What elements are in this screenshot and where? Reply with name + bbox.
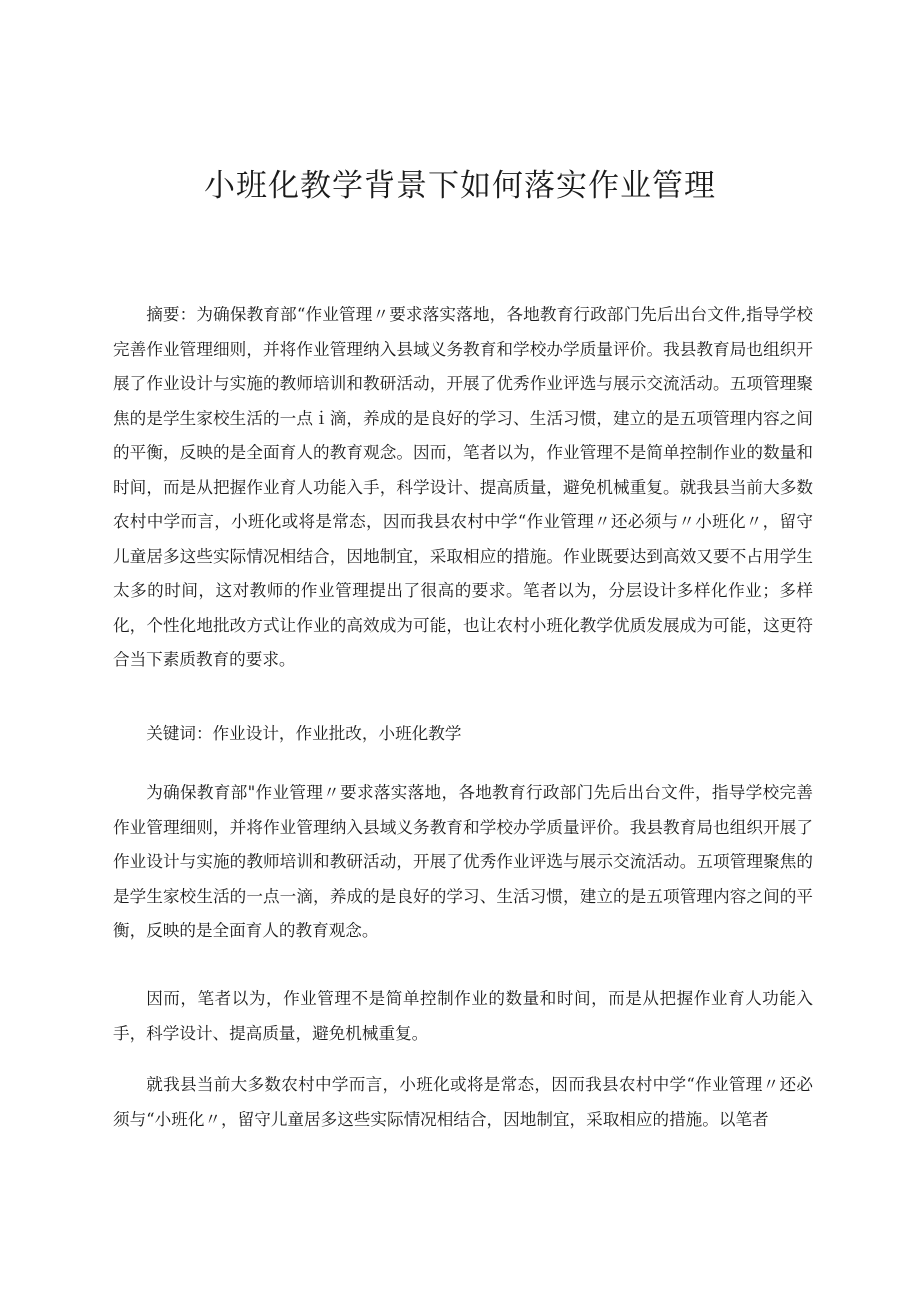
- abstract-paragraph: 摘要：为确保教育部“作业管理〃要求落实落地，各地教育行政部门先后出台文件,指导学校完善作业管理细则，并将作业管理纳入县域义务教育和学校办学质量评价。我县教育局也组织开展了作业设计与实施的教师培训和教研活动，开展了优秀作业评选与展示交流活动。五项管理聚焦的是学生家校生活的一点ｉ滴，养成的是良好的学习、生活习惯，建立的是五项管理内容之间的平衡，反映的是全面育人的教育观念。因而，笔者以为，作业管理不是简单控制作业的数量和时间，而是从把握作业育人功能入手，科学设计、提高质量，避免机械重复。就我县当前大多数农村中学而言，小班化或将是常态，因而我县农村中学“作业管理〃还必须与〃小班化〃，留守儿童居多这些实际情况相结合，因地制宜，采取相应的措施。作业既要达到高效又要不占用学生太多的时间，这对教师的作业管理提出了很高的要求。笔者以为，分层设计多样化作业；多样化，个性化地批改方式让作业的高效成为可能，也让农村小班化教学优质发展成为可能，这更符合当下素质教育的要求。: [113, 305, 813, 669]
- body-paragraph-1: 为确保教育部"作业管理〃要求落实落地，各地教育行政部门先后出台文件，指导学校完善作业管理细则，并将作业管理纳入县域义务教育和学校办学质量评价。我县教育局也组织开展了作业设计与实施的教师培训和教研活动，开展了优秀作业评选与展示交流活动。五项管理聚焦的是学生家校生活的一点一滴，养成的是良好的学习、生活习惯，建立的是五项管理内容之间的平衡，反映的是全面育人的教育观念。: [113, 783, 813, 940]
- body-paragraph-2: 因而，笔者以为，作业管理不是简单控制作业的数量和时间，而是从把握作业育人功能入手，科学设计、提高质量，避免机械重复。: [113, 989, 813, 1043]
- document-title: 小班化教学背景下如何落实作业管理: [204, 168, 716, 204]
- body-paragraph-3: 就我县当前大多数农村中学而言，小班化或将是常态，因而我县农村中学“作业管理〃还必须与“小班化〃，留守儿童居多这些实际情况相结合，因地制宜，采取相应的措施。以笔者: [113, 1075, 813, 1129]
- keywords-line: 关键词：作业设计，作业批改，小班化教学: [146, 724, 462, 743]
